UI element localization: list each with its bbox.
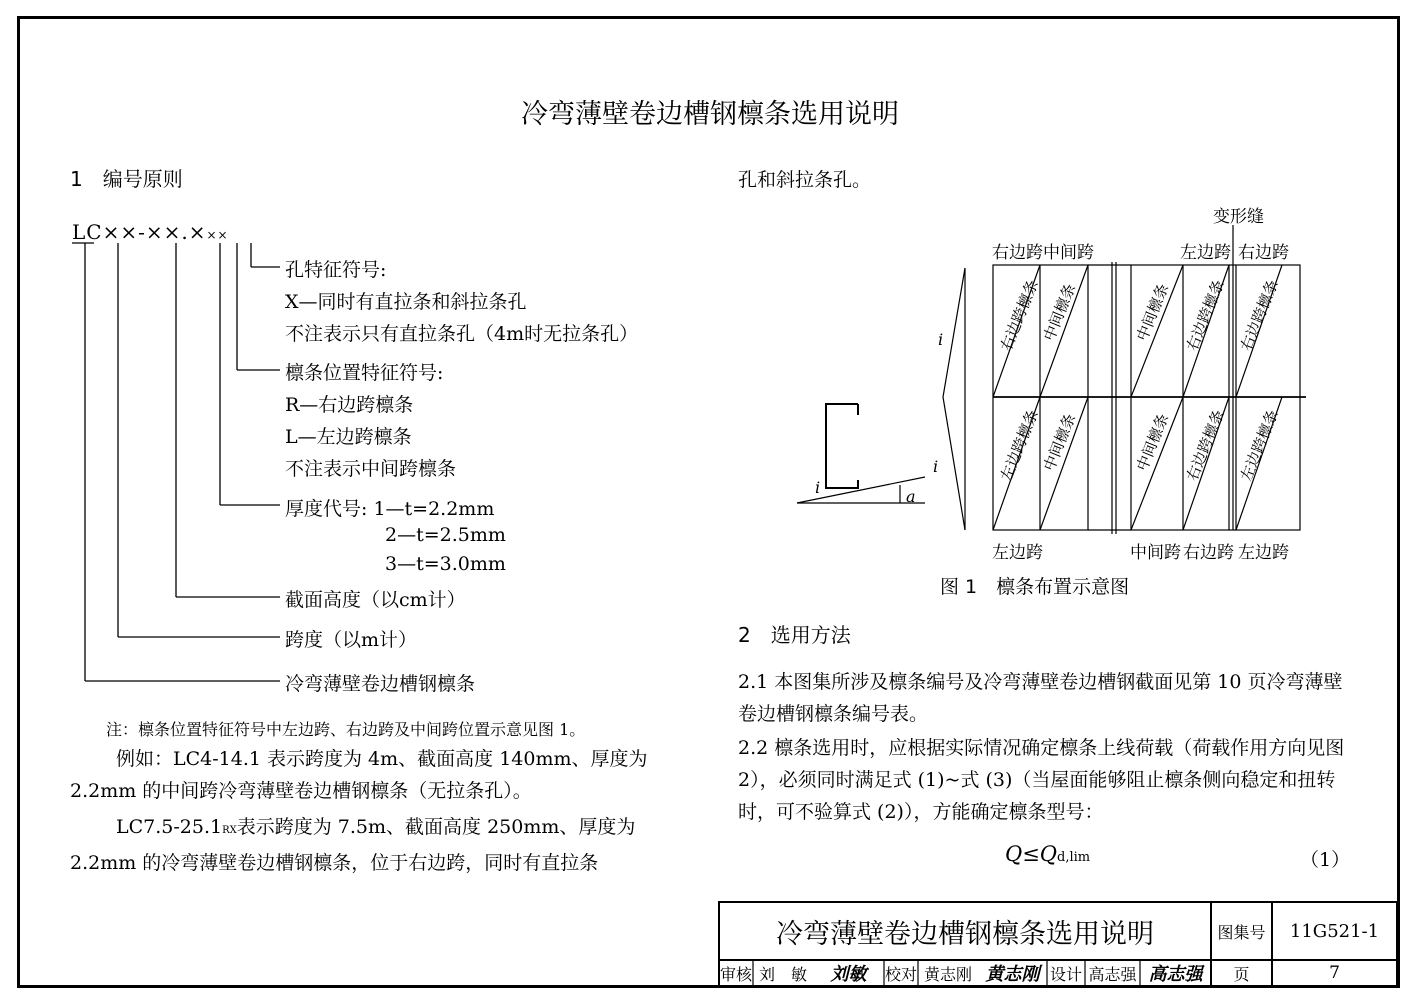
item-purlin-type: 冷弯薄壁卷边槽钢檩条 (285, 673, 476, 695)
top-label-right-2: 右边跨 (1238, 243, 1289, 263)
paragraph-2-1: 2.1 本图集所涉及檩条编号及冷弯薄壁卷边槽钢截面见第 10 页冷弯薄壁卷边槽钢檩条编号表。 (738, 671, 1343, 725)
example-2-sub: RX (222, 825, 237, 836)
purlin-bottom-1: 左边跨檩条 (997, 407, 1042, 484)
purlin-top-1: 右边跨檩条 (997, 277, 1042, 354)
item-span: 跨度（以m计） (285, 629, 418, 651)
atlas-number: 11G521-1 (1289, 920, 1380, 942)
design-signature: 高志强 (1148, 964, 1203, 985)
example-1: 例如：LC4-14.1 表示跨度为 4m、截面高度 140mm、厚度为 2.2mm 的中间跨冷弯薄壁卷边槽钢檩条（无拉条孔）。 (70, 748, 648, 802)
paragraph-2-2: 2.2 檩条选用时，应根据实际情况确定檩条上线荷载（荷载作用方向见图 2），必须同时满足式 (1)~式 (3)（当屋面能够阻止檩条侧向稳定和扭转时，可不验算式 (2)），方能确定檩条型号： (738, 737, 1345, 823)
slope-symbol-bottom: i (933, 457, 939, 476)
example-2-text: 表示跨度为 7.5m、截面高度 250mm、厚度为 2.2mm 的冷弯薄壁卷边槽钢檩条，位于右边跨，同时有直拉条 (70, 816, 636, 874)
formula-sub: d,lim (1057, 850, 1091, 865)
item-straight-only: 不注表示只有直拉条孔（4m时无拉条孔） (285, 323, 639, 345)
label-joint: 变形缝 (1213, 207, 1264, 227)
formula-left: Q≤Q (1005, 842, 1058, 866)
code-main: LC××-××.× (72, 220, 207, 244)
top-label-left: 左边跨 (1180, 243, 1231, 263)
slope-symbol-top: i (938, 330, 944, 349)
item-right-span: R—右边跨檩条 (285, 394, 414, 416)
bottom-label-left: 左边跨 (992, 543, 1043, 563)
title-block-title: 冷弯薄壁卷边槽钢檩条选用说明 (776, 918, 1154, 950)
page-title: 冷弯薄壁卷边槽钢檩条选用说明 (521, 99, 899, 130)
top-label-middle: 中间跨 (1043, 243, 1094, 263)
page-number: 7 (1329, 963, 1340, 983)
purlin-top-4: 右边跨檩条 (1183, 277, 1228, 354)
section1-note: 注：檩条位置特征符号中左边跨、右边跨及中间跨位置示意见图 1。 (106, 720, 586, 739)
continuation-text: 孔和斜拉条孔。 (738, 169, 872, 191)
design-name: 高志强 (1088, 964, 1137, 984)
section2-heading: 2 选用方法 (738, 623, 851, 647)
purlin-top-3: 中间檩条 (1133, 281, 1173, 344)
check-label: 校对 (884, 964, 917, 984)
check-name: 黄志刚 (923, 964, 972, 984)
item-left-span: L—左边跨檩条 (285, 426, 412, 448)
figure1-caption: 图 1 檩条布置示意图 (940, 576, 1130, 598)
item-section-height: 截面高度（以cm计） (285, 589, 466, 611)
review-name: 刘 敏 (758, 964, 807, 984)
purlin-bottom-2: 中间檩条 (1040, 411, 1080, 474)
purlin-top-2: 中间檩条 (1040, 281, 1080, 344)
bottom-label-right: 右边跨 (1183, 543, 1234, 563)
example-2-code: LC7.5-25.1 (116, 816, 223, 838)
item-thickness-2: 2—t=2.5mm (385, 524, 506, 546)
purlin-top-5: 右边跨檩条 (1237, 277, 1282, 354)
purlin-bottom-4: 右边跨檩条 (1183, 407, 1228, 484)
review-signature: 刘敏 (830, 964, 867, 985)
bottom-label-left-2: 左边跨 (1238, 543, 1289, 563)
bottom-label-middle: 中间跨 (1130, 543, 1181, 563)
purlin-bottom-3: 中间檩条 (1133, 411, 1173, 474)
item-position-symbol: 檩条位置特征符号: (285, 362, 444, 384)
section1-heading: 1 编号原则 (70, 167, 183, 191)
atlas-label: 图集号 (1217, 922, 1266, 942)
code-sub: ×× (206, 228, 229, 242)
slope-symbol-section: i (815, 478, 821, 497)
page-label: 页 (1233, 964, 1250, 984)
item-x-both: X—同时有直拉条和斜拉条孔 (285, 291, 527, 313)
check-signature: 黄志刚 (985, 964, 1040, 985)
item-hole-symbol: 孔特征符号: (285, 259, 387, 281)
item-thickness-1: 厚度代号: 1—t=2.2mm (285, 498, 495, 520)
design-label: 设计 (1049, 964, 1082, 984)
item-thickness-3: 3—t=3.0mm (385, 553, 506, 575)
item-middle-span: 不注表示中间跨檩条 (285, 458, 457, 480)
top-label-right: 右边跨 (992, 243, 1043, 263)
purlin-bottom-5: 左边跨檩条 (1237, 407, 1282, 484)
formula-number: （1） (1300, 849, 1351, 871)
angle-symbol: a (906, 487, 916, 506)
review-label: 审核 (719, 964, 752, 984)
